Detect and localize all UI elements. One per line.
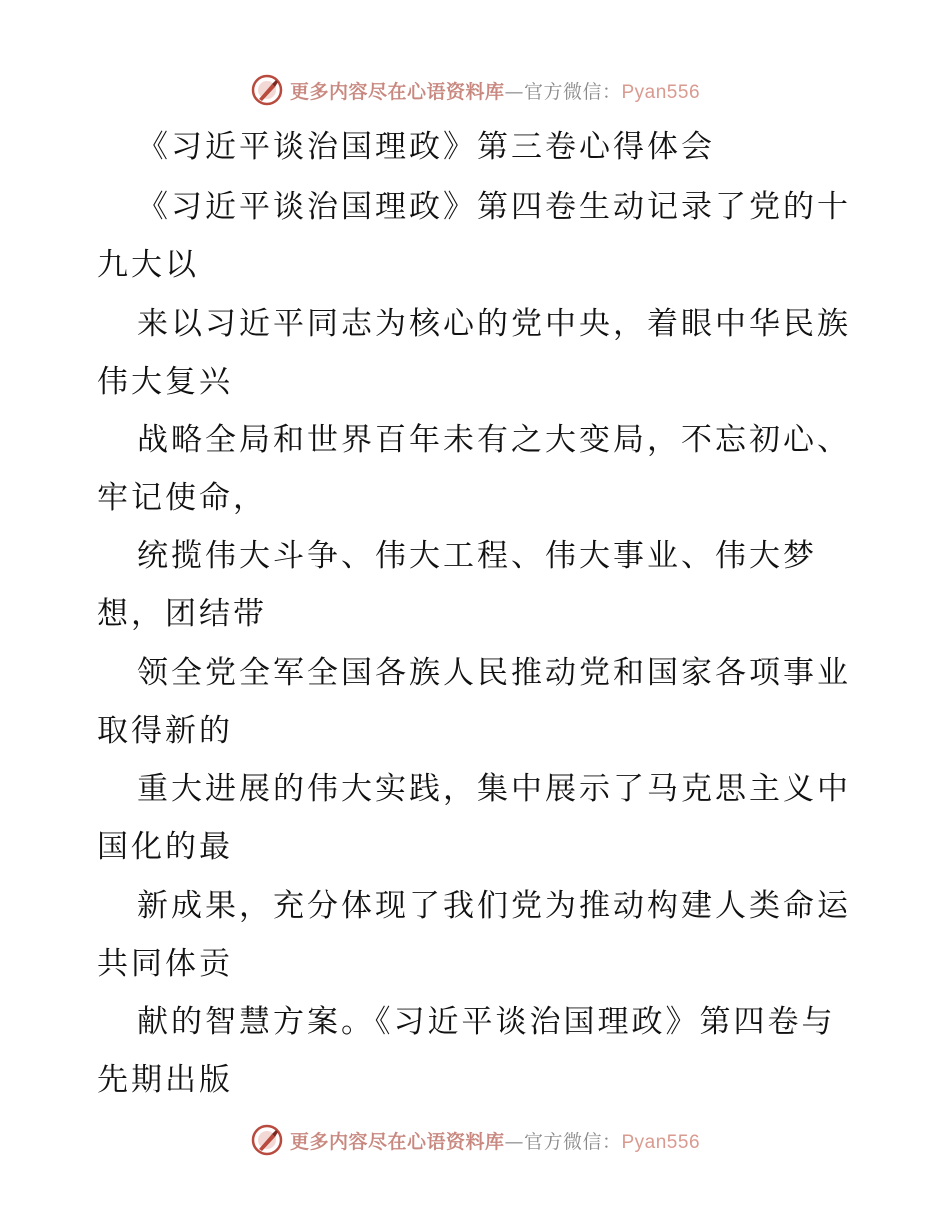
text-line: 新成果，充分体现了我们党为推动构建人类命运 (137, 888, 851, 924)
text-line: 国化的最 (97, 829, 233, 865)
watermark-dash: — (504, 1130, 524, 1153)
text-line: 领全党全军全国各族人民推动党和国家各项事业 (137, 655, 851, 691)
text-line: 统揽伟大斗争、伟大工程、伟大事业、伟大梦 (137, 538, 817, 574)
text-line: 来以习近平同志为核心的党中央，着眼中华民族 (137, 306, 851, 342)
watermark-label: 官方微信： (523, 80, 622, 103)
text-line: 牢记使命， (97, 480, 267, 516)
footer-watermark (0, 1120, 950, 1160)
watermark-dash: — (504, 80, 524, 103)
watermark-site: 更多内容尽在心语资料库 (289, 80, 505, 103)
text-line: 重大进展的伟大实践，集中展示了马克思主义中 (137, 771, 851, 807)
text-line: 战略全局和世界百年未有之大变局，不忘初心、 (137, 422, 851, 458)
pen-logo-icon (250, 1123, 284, 1157)
watermark-id: Pyan556 (621, 81, 701, 103)
watermark-id: Pyan556 (621, 1131, 701, 1153)
text-line: 想，团结带 (97, 596, 267, 632)
text-line: 伟大复兴 (97, 364, 233, 400)
text-line: 《习近平谈治国理政》第四卷生动记录了党的十 (137, 189, 851, 225)
text-line: 九大以 (97, 247, 199, 283)
text-line: 取得新的 (97, 713, 233, 749)
document-title: 《习近平谈治国理政》第三卷心得体会 (137, 129, 715, 165)
watermark-site: 更多内容尽在心语资料库 (289, 1130, 505, 1153)
watermark-label: 官方微信： (523, 1130, 622, 1153)
text-line: 共同体贡 (97, 946, 233, 982)
text-line: 献的智慧方案。《习近平谈治国理政》第四卷与 (137, 1004, 836, 1040)
text-line: 先期出版 (97, 1062, 233, 1098)
